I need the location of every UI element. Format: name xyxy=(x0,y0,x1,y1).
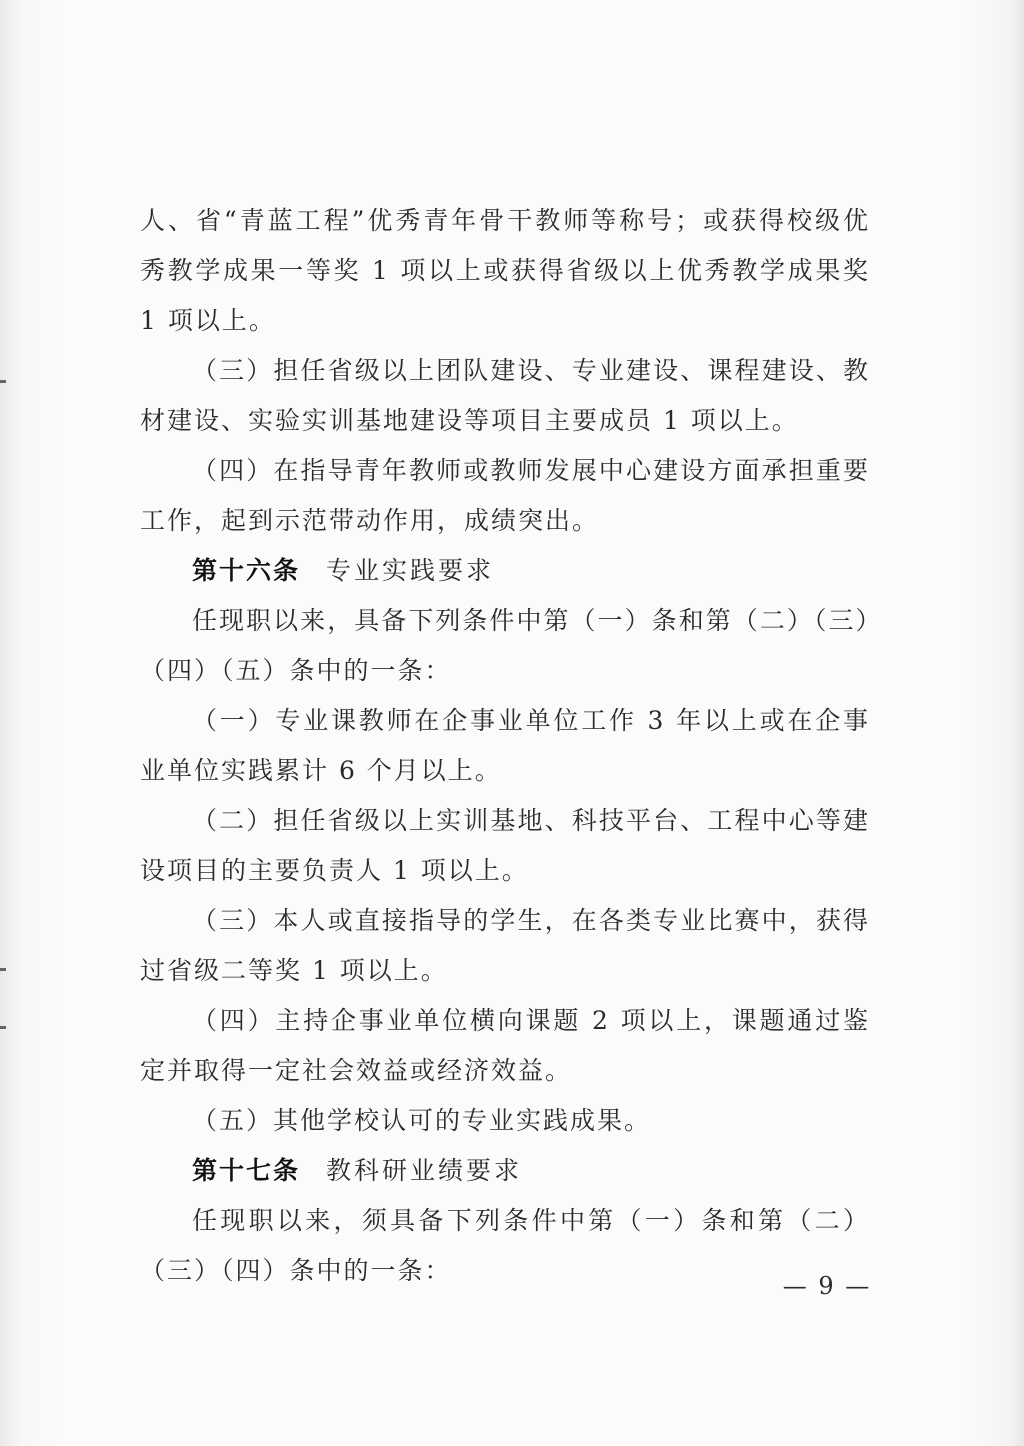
page-number: — 9 — xyxy=(782,1272,872,1300)
paragraph: （三）本人或直接指导的学生，在各类专业比赛中，获得过省级二等奖 1 项以上。 xyxy=(140,906,870,985)
paragraph: （五）其他学校认可的专业实践成果。 xyxy=(192,1106,652,1135)
article-number: 第十六条 xyxy=(192,556,301,585)
article-title: 教科研业绩要求 xyxy=(326,1156,523,1185)
paragraph: （二）担任省级以上实训基地、科技平台、工程中心等建设项目的主要负责人 1 项以上。 xyxy=(140,806,870,885)
scan-mark xyxy=(0,1026,6,1029)
body-text xyxy=(140,196,870,1296)
article-number: 第十七条 xyxy=(192,1156,301,1185)
article-title: 专业实践要求 xyxy=(326,556,495,585)
article-17-heading xyxy=(140,1146,870,1196)
scan-mark xyxy=(0,380,6,383)
paragraph: （一）专业课教师在企事业单位工作 3 年以上或在企事业单位实践累计 6 个月以上。 xyxy=(140,706,870,785)
paragraph: （四）主持企事业单位横向课题 2 项以上，课题通过鉴定并取得一定社会效益或经济效益。 xyxy=(140,1006,870,1085)
paragraph: 任现职以来，须具备下列条件中第（一）条和第（二）（三）（四）条中的一条： xyxy=(140,1206,870,1285)
paragraph: 人、省“青蓝工程”优秀青年骨干教师等称号；或获得校级优秀教学成果一等奖 1 项以上或获得省级以上优秀教学成果奖 1 项以上。 xyxy=(140,206,870,335)
paragraph: 任现职以来，具备下列条件中第（一）条和第（二）（三）（四）（五）条中的一条： xyxy=(140,606,870,685)
paragraph: （四）在指导青年教师或教师发展中心建设方面承担重要工作，起到示范带动作用，成绩突出。 xyxy=(140,456,870,535)
paragraph: （三）担任省级以上团队建设、专业建设、课程建设、教材建设、实验实训基地建设等项目主要成员 1 项以上。 xyxy=(140,356,870,435)
article-16-heading xyxy=(140,546,870,596)
scan-mark xyxy=(0,968,6,971)
